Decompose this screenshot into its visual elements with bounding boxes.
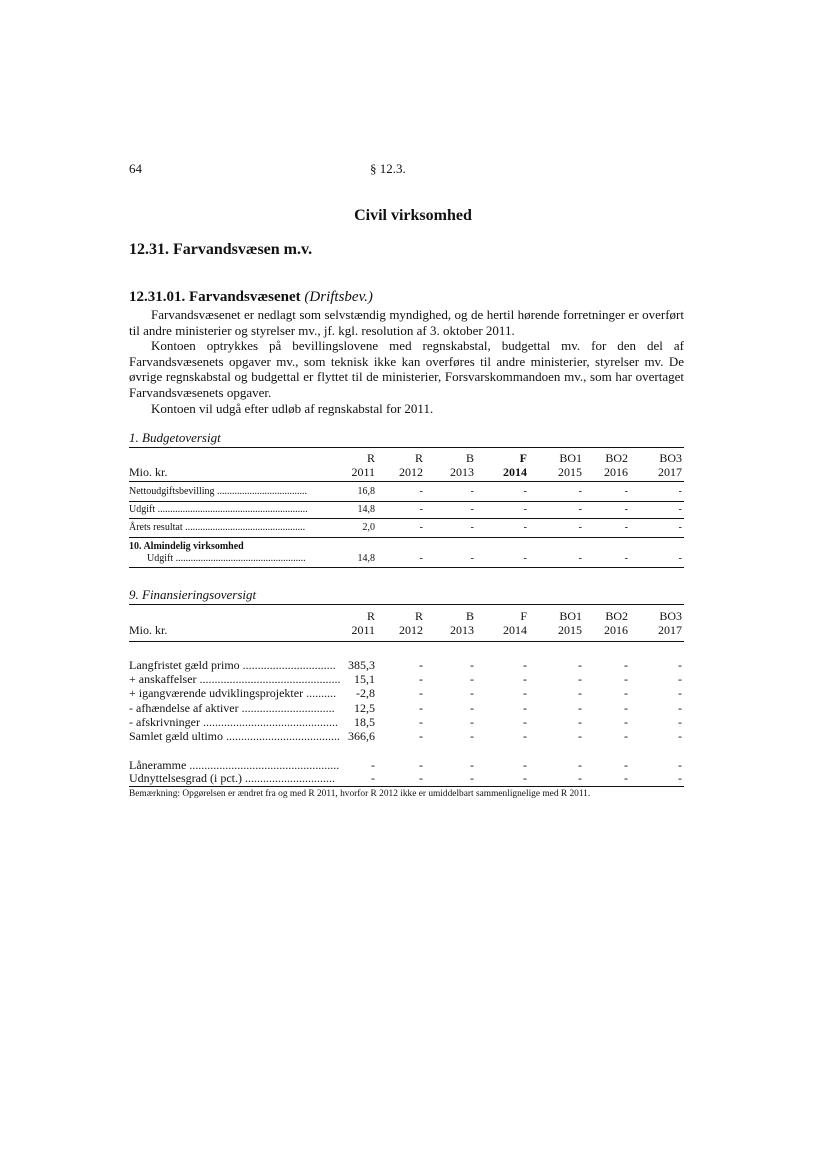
column-year: 2015 [558, 465, 582, 479]
table-cell: 2,0 [362, 522, 375, 533]
table-cell: - [419, 658, 423, 672]
column-year: 2014 [503, 623, 527, 637]
unit-label: Mio. kr. [129, 623, 168, 637]
row-label: Udgift ............................................................ [129, 504, 308, 515]
column-type: BO1 [559, 609, 582, 623]
column-year: 2015 [558, 623, 582, 637]
table-cell: - [678, 729, 682, 743]
table-cell: - [523, 701, 527, 715]
column-header [642, 609, 682, 637]
table-cell: - [419, 729, 423, 743]
table-cell: - [624, 758, 628, 772]
table-cell: - [371, 771, 375, 785]
column-header [383, 451, 423, 479]
table-cell: - [678, 486, 682, 497]
table-cell: - [419, 686, 423, 700]
table-cell: - [578, 658, 582, 672]
column-year: 2013 [450, 623, 474, 637]
table-cell: 12,5 [354, 701, 375, 715]
table-cell: - [678, 701, 682, 715]
table-cell: - [470, 715, 474, 729]
body-paragraph: Farvandsvæsenet er nedlagt som selvstændig myndighed, og de hertil hørende forretninger er overført til andre ministerier og styrelser mv., jf. kgl. resolution af 3. oktober 2011. [129, 307, 684, 338]
table-cell: - [419, 758, 423, 772]
row-label: + igangværende udviklingsprojekter .......... [129, 686, 337, 700]
column-year: 2016 [604, 623, 628, 637]
table-cell: - [523, 504, 527, 515]
table-cell: 16,8 [357, 486, 375, 497]
column-header [434, 609, 474, 637]
table-cell: - [624, 522, 628, 533]
row-label: Udgift .................................................... [147, 553, 306, 564]
column-type: F [520, 609, 527, 623]
column-type: BO2 [605, 451, 628, 465]
row-label: Årets resultat ................................................ [129, 522, 306, 533]
column-type: BO1 [559, 451, 582, 465]
column-year: 2016 [604, 465, 628, 479]
table-cell: - [624, 701, 628, 715]
group-heading: 10. Almindelig virksomhed [129, 541, 244, 552]
table-rule [129, 786, 684, 787]
table-cell: - [523, 486, 527, 497]
table-cell: - [678, 672, 682, 686]
paragraph-reference: § 12.3. [370, 161, 406, 176]
table-cell: 366,6 [348, 729, 375, 743]
table-cell: - [523, 553, 527, 564]
table-cell: - [419, 701, 423, 715]
table-cell: 14,8 [357, 504, 375, 515]
table-cell: - [624, 553, 628, 564]
column-header [434, 451, 474, 479]
column-type: BO3 [659, 609, 682, 623]
row-label: Langfristet gæld primo ............................... [129, 658, 336, 672]
table-cell: - [624, 486, 628, 497]
table-rule [129, 567, 684, 568]
table-cell: - [624, 715, 628, 729]
row-label: - afhændelse af aktiver ............................... [129, 701, 335, 715]
column-header [383, 609, 423, 637]
column-year: 2011 [351, 623, 375, 637]
column-type: R [414, 609, 423, 623]
table-cell: - [419, 715, 423, 729]
table-cell: - [624, 658, 628, 672]
table-cell: - [470, 486, 474, 497]
table-cell: - [419, 486, 423, 497]
table-cell: - [624, 672, 628, 686]
table-cell: - [678, 658, 682, 672]
column-header [335, 609, 375, 637]
table-cell: - [578, 729, 582, 743]
table-cell: - [470, 553, 474, 564]
column-year: 2012 [399, 465, 423, 479]
table-cell: - [678, 758, 682, 772]
table-cell: - [523, 522, 527, 533]
table-cell: - [470, 672, 474, 686]
table-cell: - [523, 771, 527, 785]
column-header [487, 451, 527, 479]
table-cell: - [578, 522, 582, 533]
table-cell: -2,8 [356, 686, 375, 700]
table-cell: - [578, 486, 582, 497]
table-cell: - [419, 553, 423, 564]
column-type: R [366, 609, 375, 623]
column-type: B [465, 451, 474, 465]
table-cell: 385,3 [348, 658, 375, 672]
table-cell: - [470, 729, 474, 743]
column-type: R [414, 451, 423, 465]
body-paragraph: Kontoen optrykkes på bevillingslovene med regnskabstal, budgettal mv. for den del af Farvandsvæsenets opgaver mv., som teknisk ikke kan overføres til andre ministerier, styrelser mv. De øvrige regnskabstal og budgettal er flyttet til de ministerier, Forsvarskommandoen mv., som har overtaget Farvandsvæsenets opgaver. [129, 338, 684, 400]
table-cell: 18,5 [354, 715, 375, 729]
financing-caption: 9. Finansieringsoversigt [129, 587, 257, 602]
account-heading [129, 289, 373, 306]
table-cell: 15,1 [354, 672, 375, 686]
table-cell: - [523, 672, 527, 686]
table-cell: - [470, 771, 474, 785]
column-header [588, 451, 628, 479]
table-rule [129, 537, 684, 538]
table-cell: - [624, 504, 628, 515]
column-header [487, 609, 527, 637]
table-rule [129, 501, 684, 502]
column-year: 2012 [399, 623, 423, 637]
table-cell: - [578, 715, 582, 729]
account-number-title: 12.31.01. Farvandsvæsenet [129, 289, 301, 305]
table-cell: - [678, 771, 682, 785]
row-label: Nettoudgiftsbevilling .................................... [129, 486, 308, 497]
table-cell: - [523, 729, 527, 743]
table-cell: - [678, 504, 682, 515]
unit-label: Mio. kr. [129, 465, 168, 479]
table-cell: - [578, 758, 582, 772]
column-type: R [366, 451, 375, 465]
column-header [335, 451, 375, 479]
table-cell: - [470, 686, 474, 700]
table-cell: - [470, 522, 474, 533]
column-type: BO3 [659, 451, 682, 465]
table-rule [129, 604, 684, 605]
table-note: Bemærkning: Opgørelsen er ændret fra og med R 2011, hvorfor R 2012 ikke er umiddelbart sammenlignelige med R 2011. [129, 789, 591, 799]
column-header [542, 451, 582, 479]
column-type: F [519, 451, 527, 465]
table-cell: - [678, 553, 682, 564]
body-text [129, 307, 684, 416]
table-cell: - [419, 504, 423, 515]
table-cell: - [624, 771, 628, 785]
table-cell: - [678, 686, 682, 700]
page-number: 64 [129, 161, 142, 176]
table-cell: - [470, 758, 474, 772]
table-rule [129, 518, 684, 519]
row-label: Udnyttelsesgrad (i pct.) .............................. [129, 771, 335, 785]
table-cell: - [624, 729, 628, 743]
page-title: Civil virksomhed [354, 207, 472, 224]
column-type: BO2 [605, 609, 628, 623]
column-header [542, 609, 582, 637]
table-rule [129, 447, 684, 448]
table-rule [129, 481, 684, 482]
section-heading: 12.31. Farvandsvæsen m.v. [129, 241, 313, 258]
row-label: Låneramme .................................................. [129, 758, 340, 772]
body-paragraph: Kontoen vil udgå efter udløb af regnskabstal for 2011. [151, 400, 434, 416]
table-cell: - [578, 771, 582, 785]
column-year: 2014 [503, 465, 527, 479]
table-cell: - [578, 672, 582, 686]
table-cell: - [523, 758, 527, 772]
table-cell: - [470, 658, 474, 672]
table-cell: - [578, 504, 582, 515]
table-cell: - [419, 522, 423, 533]
column-year: 2017 [658, 465, 682, 479]
row-label: + anskaffelser ............................................... [129, 672, 341, 686]
column-header [642, 451, 682, 479]
row-label: - afskrivninger ............................................. [129, 715, 338, 729]
table-cell: - [578, 686, 582, 700]
column-header [588, 609, 628, 637]
table-cell: - [523, 658, 527, 672]
table-cell: - [419, 672, 423, 686]
budget-caption: 1. Budgetoversigt [129, 430, 221, 445]
column-year: 2017 [658, 623, 682, 637]
table-cell: - [578, 553, 582, 564]
table-cell: - [470, 701, 474, 715]
table-cell: 14,8 [357, 553, 375, 564]
table-cell: - [578, 701, 582, 715]
table-cell: - [523, 715, 527, 729]
table-cell: - [470, 504, 474, 515]
column-year: 2013 [450, 465, 474, 479]
table-cell: - [678, 715, 682, 729]
table-cell: - [624, 686, 628, 700]
column-type: B [465, 609, 474, 623]
row-label: Samlet gæld ultimo ...................................... [129, 729, 341, 743]
table-cell: - [678, 522, 682, 533]
table-cell: - [371, 758, 375, 772]
table-rule [129, 641, 684, 642]
table-cell: - [523, 686, 527, 700]
table-cell: - [419, 771, 423, 785]
column-year: 2011 [351, 465, 375, 479]
appropriation-type: (Driftsbev.) [304, 289, 373, 305]
